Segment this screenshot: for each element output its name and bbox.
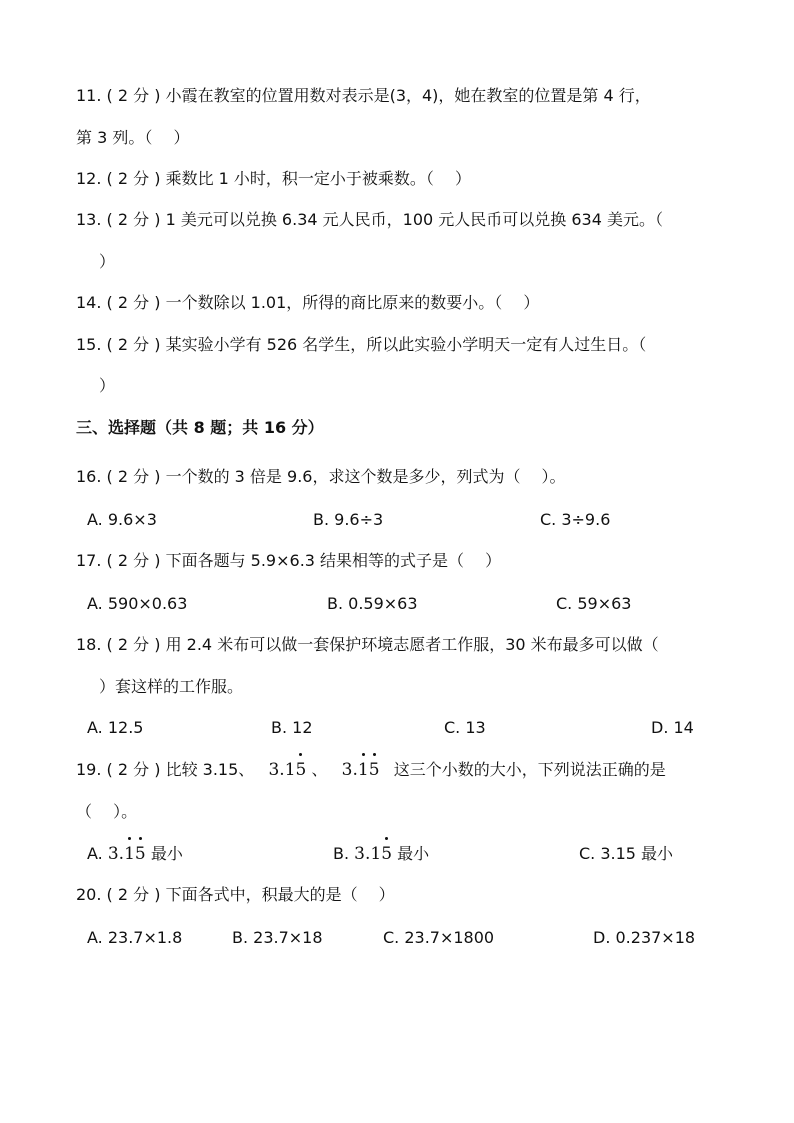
question-13 [76, 208, 663, 232]
option-a[interactable]: A. 9.6×3 [87, 510, 157, 529]
question-score: ( 2 分 ) [106, 169, 161, 188]
option-b[interactable]: B. 12 [271, 718, 313, 737]
option-c[interactable]: C. 13 [444, 718, 486, 737]
question-text: 小霞在教室的位置用数对表示是(3，4)，她在教室的位置是第 4 行， [165, 86, 651, 105]
question-text: 1 美元可以兑换 6.34 元人民币，100 元人民币可以兑换 634 美元。（ [165, 210, 663, 229]
question-number: 16. [76, 467, 102, 486]
question-number: 11. [76, 86, 102, 105]
question-text: 下面各式中，积最大的是（ ） [165, 885, 395, 904]
repeating-decimal-double: 3. 1 5 [342, 758, 380, 782]
question-text: 比较 3.15、 [165, 760, 255, 779]
repeating-decimal-single: 3.1 5 [268, 758, 306, 782]
option-a[interactable]: A. 23.7×1.8 [87, 928, 183, 947]
question-14 [76, 291, 539, 315]
question-text-rest: 这三个小数的大小，下列说法正确的是 [393, 760, 666, 779]
option-b[interactable]: B. 23.7×18 [232, 928, 323, 947]
option-a[interactable]: A. 12.5 [87, 718, 144, 737]
question-number: 12. [76, 169, 102, 188]
question-18-continuation: ）套这样的工作服。 [99, 677, 244, 696]
question-number: 17. [76, 551, 102, 570]
option-b[interactable]: B. 9.6÷3 [313, 510, 384, 529]
question-score: ( 2 分 ) [106, 467, 161, 486]
question-20 [76, 883, 395, 907]
option-c[interactable]: C. 3÷9.6 [540, 510, 611, 529]
question-number: 14. [76, 293, 102, 312]
option-d[interactable]: D. 14 [651, 718, 694, 737]
question-score: ( 2 分 ) [106, 335, 161, 354]
option-c[interactable]: C. 23.7×1800 [383, 928, 495, 947]
question-11-continuation: 第 3 列。（ ） [76, 128, 190, 147]
question-text: 某实验小学有 526 名学生，所以此实验小学明天一定有人过生日。（ [165, 335, 647, 354]
question-text: 一个数除以 1.01，所得的商比原来的数要小。（ ） [165, 293, 540, 312]
question-text: 乘数比 1 小时，积一定小于被乘数。（ ） [165, 169, 472, 188]
question-score: ( 2 分 ) [106, 551, 161, 570]
question-19: 19. ( 2 分 ) 比较 3.15、 3.1 5 、 3. 1 5 这三个小数的大小，下列说法正确的是 [76, 758, 666, 782]
question-score: ( 2 分 ) [106, 635, 161, 654]
option-c[interactable]: C. 3.15 最小 [579, 844, 674, 863]
question-15 [76, 333, 646, 357]
option-a[interactable]: A. 590×0.63 [87, 594, 188, 613]
question-15-continuation: ） [99, 376, 116, 395]
question-score: ( 2 分 ) [106, 760, 161, 779]
section-heading: 三、选择题（共 8 题；共 16 分） [76, 418, 324, 437]
question-text: 一个数的 3 倍是 9.6，求这个数是多少，列式为（ ）。 [165, 467, 566, 486]
question-number: 19. [76, 760, 102, 779]
question-11 [76, 84, 651, 108]
option-c[interactable]: C. 59×63 [556, 594, 632, 613]
question-number: 13. [76, 210, 102, 229]
option-b[interactable]: B. 3.1 5 最小 [333, 842, 429, 866]
question-text: 用 2.4 米布可以做一套保护环境志愿者工作服，30 米布最多可以做（ [165, 635, 659, 654]
question-score: ( 2 分 ) [106, 210, 161, 229]
question-number: 15. [76, 335, 102, 354]
question-13-continuation: ） [99, 252, 116, 271]
question-19-continuation: （ ）。 [76, 802, 138, 821]
question-text: 下面各题与 5.9×6.3 结果相等的式子是（ ） [165, 551, 502, 570]
question-number: 18. [76, 635, 102, 654]
option-d[interactable]: D. 0.237×18 [593, 928, 696, 947]
question-16 [76, 465, 566, 489]
question-score: ( 2 分 ) [106, 86, 161, 105]
option-b[interactable]: B. 0.59×63 [327, 594, 418, 613]
question-score: ( 2 分 ) [106, 293, 161, 312]
question-12 [76, 167, 471, 191]
question-score: ( 2 分 ) [106, 885, 161, 904]
question-18 [76, 633, 659, 657]
question-number: 20. [76, 885, 102, 904]
question-17 [76, 549, 501, 573]
option-a[interactable]: A. 3. 1 5 最小 [87, 842, 183, 866]
